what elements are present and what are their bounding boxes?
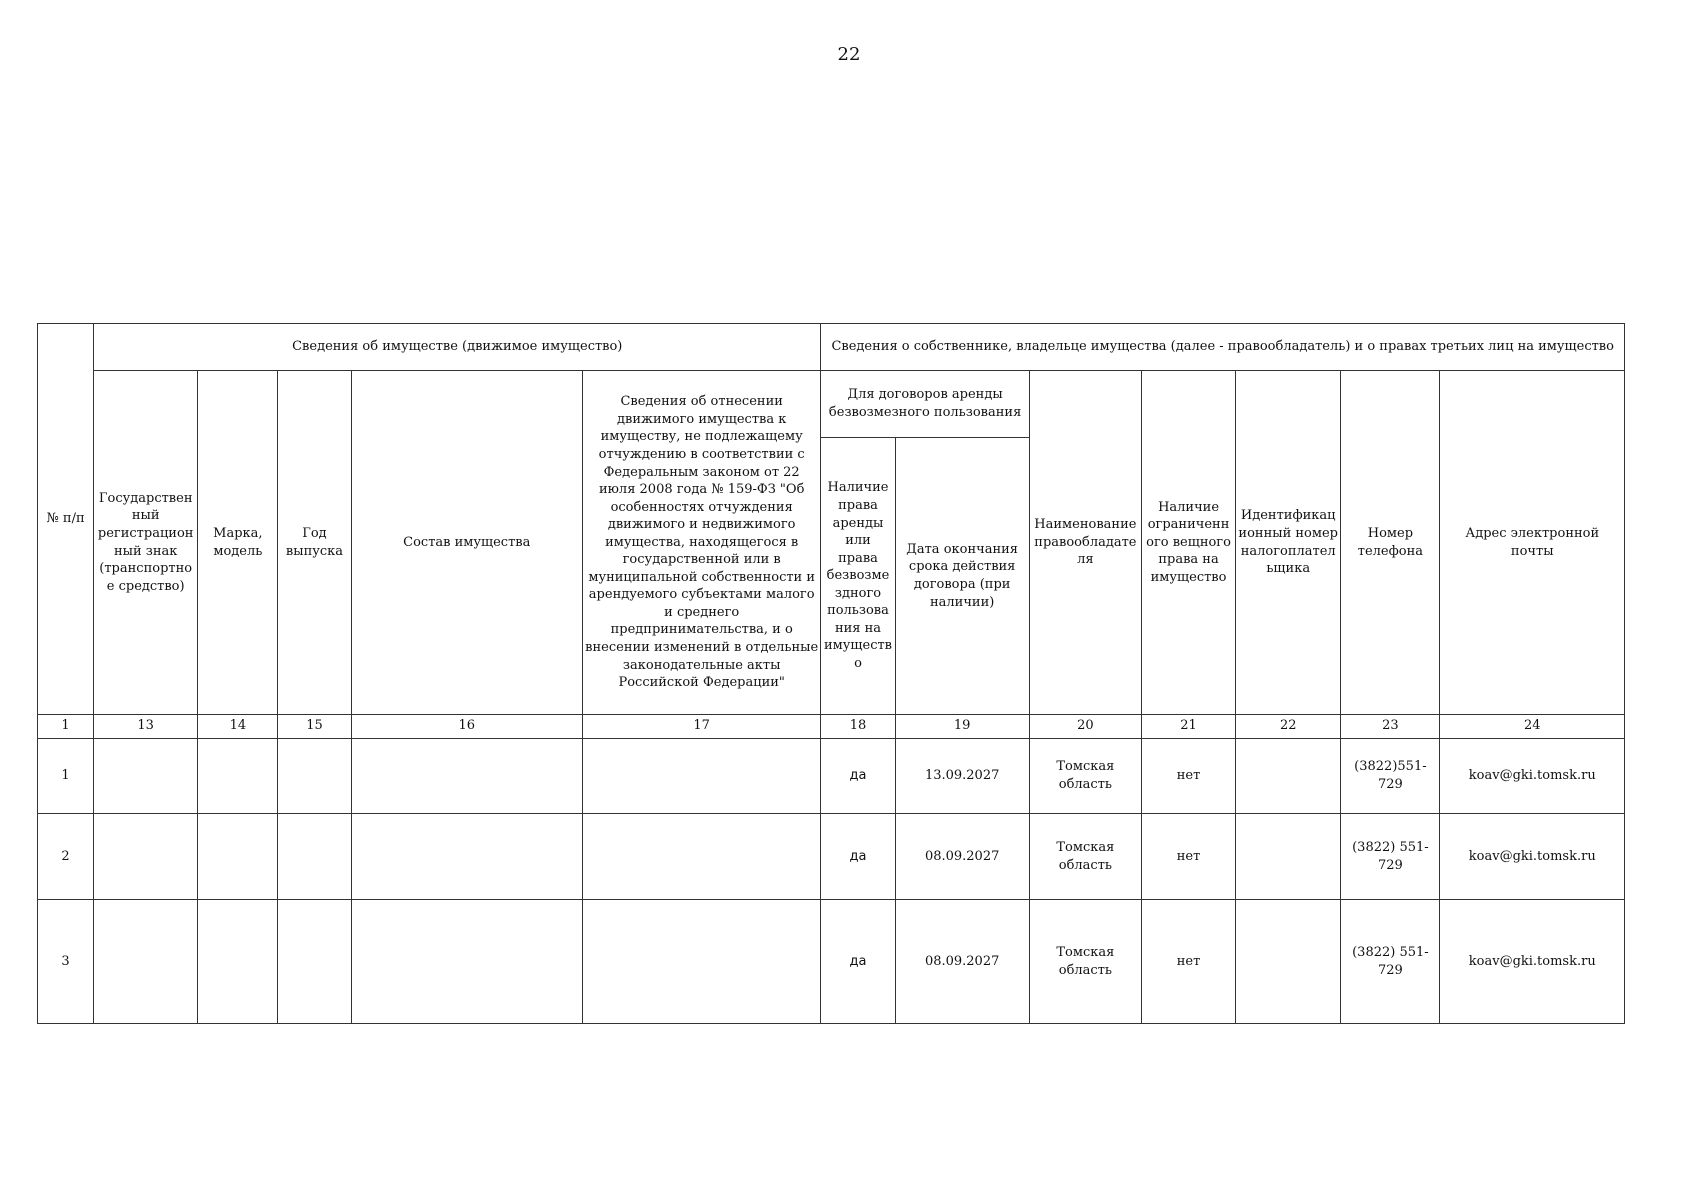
cell-reg-sign <box>94 900 198 1024</box>
cell-lease-right: да <box>821 739 895 814</box>
cell-reg-sign <box>94 739 198 814</box>
cell-inn <box>1236 739 1341 814</box>
cell-email: koav@gki.tomsk.ru <box>1440 814 1625 900</box>
column-number: 15 <box>278 715 351 739</box>
cell-email: koav@gki.tomsk.ru <box>1440 900 1625 1024</box>
header-reg-sign: Государственный регистрационный знак (транспортное средство) <box>94 371 198 715</box>
cell-alienation <box>582 900 820 1024</box>
column-number: 22 <box>1236 715 1341 739</box>
cell-limited-right: нет <box>1141 900 1235 1024</box>
header-email: Адрес электронной почты <box>1440 371 1625 715</box>
cell-holder-name: Томская область <box>1029 814 1141 900</box>
cell-lease-right: да <box>821 814 895 900</box>
cell-year <box>278 739 351 814</box>
cell-email: koav@gki.tomsk.ru <box>1440 739 1625 814</box>
header-brand: Марка, модель <box>198 371 278 715</box>
cell-lease-right: да <box>821 900 895 1024</box>
header-inn: Идентификационный номер налогоплательщика <box>1236 371 1341 715</box>
column-number: 13 <box>94 715 198 739</box>
header-group-property: Сведения об имуществе (движимое имущество) <box>94 324 821 371</box>
column-number: 19 <box>895 715 1029 739</box>
header-limited-right: Наличие ограниченного вещного права на имущество <box>1141 371 1235 715</box>
cell-holder-name: Томская область <box>1029 739 1141 814</box>
header-holder-name: Наименование правообладателя <box>1029 371 1141 715</box>
column-number: 17 <box>582 715 820 739</box>
cell-holder-name: Томская область <box>1029 900 1141 1024</box>
cell-limited-right: нет <box>1141 739 1235 814</box>
header-num: № п/п <box>38 324 94 715</box>
header-group-owner: Сведения о собственнике, владельце имущества (далее - правообладатель) и о правах третьих лиц на имущество <box>821 324 1625 371</box>
cell-year <box>278 900 351 1024</box>
cell-num: 1 <box>38 739 94 814</box>
header-sub-lease: Для договоров аренды безвозмезного пользования <box>821 371 1029 438</box>
cell-composition <box>351 900 582 1024</box>
property-register-table <box>37 323 1625 1024</box>
cell-contract-end: 13.09.2027 <box>895 739 1029 814</box>
column-number: 21 <box>1141 715 1235 739</box>
column-number: 24 <box>1440 715 1625 739</box>
page-number: 22 <box>837 44 861 65</box>
cell-composition <box>351 739 582 814</box>
table-row <box>38 739 1625 814</box>
cell-alienation <box>582 814 820 900</box>
cell-contract-end: 08.09.2027 <box>895 900 1029 1024</box>
cell-brand <box>198 739 278 814</box>
cell-contract-end: 08.09.2027 <box>895 814 1029 900</box>
header-alienation: Сведения об отнесении движимого имущества к имуществу, не подлежащему отчуждению в соответствии с Федеральным законом от 22 июля 2008 года № 159-ФЗ "Об особенностях отчуждения движимого и недвижимого имущества, находящегося в государственной или в муниципальной собственности и арендуемого субъектами малого и среднего предпринимательства, и о внесении изменений в отдельные законодательные акты Российской Федерации" <box>582 371 820 715</box>
table-row <box>38 814 1625 900</box>
cell-inn <box>1236 814 1341 900</box>
cell-phone: (3822) 551-729 <box>1341 900 1440 1024</box>
cell-composition <box>351 814 582 900</box>
column-number-row <box>38 715 1625 739</box>
cell-alienation <box>582 739 820 814</box>
cell-phone: (3822) 551-729 <box>1341 814 1440 900</box>
cell-year <box>278 814 351 900</box>
cell-phone: (3822)551-729 <box>1341 739 1440 814</box>
header-phone: Номер телефона <box>1341 371 1440 715</box>
header-composition: Состав имущества <box>351 371 582 715</box>
cell-reg-sign <box>94 814 198 900</box>
cell-limited-right: нет <box>1141 814 1235 900</box>
cell-num: 3 <box>38 900 94 1024</box>
header-contract-end: Дата окончания срока действия договора (при наличии) <box>895 438 1029 715</box>
cell-brand <box>198 814 278 900</box>
table-row <box>38 900 1625 1024</box>
cell-brand <box>198 900 278 1024</box>
cell-inn <box>1236 900 1341 1024</box>
column-number: 14 <box>198 715 278 739</box>
column-number: 23 <box>1341 715 1440 739</box>
cell-num: 2 <box>38 814 94 900</box>
column-number: 18 <box>821 715 895 739</box>
column-number: 16 <box>351 715 582 739</box>
header-lease-right: Наличие права аренды или права безвозмездного пользования на имущество <box>821 438 895 715</box>
column-number: 20 <box>1029 715 1141 739</box>
header-year: Год выпуска <box>278 371 351 715</box>
column-number: 1 <box>38 715 94 739</box>
